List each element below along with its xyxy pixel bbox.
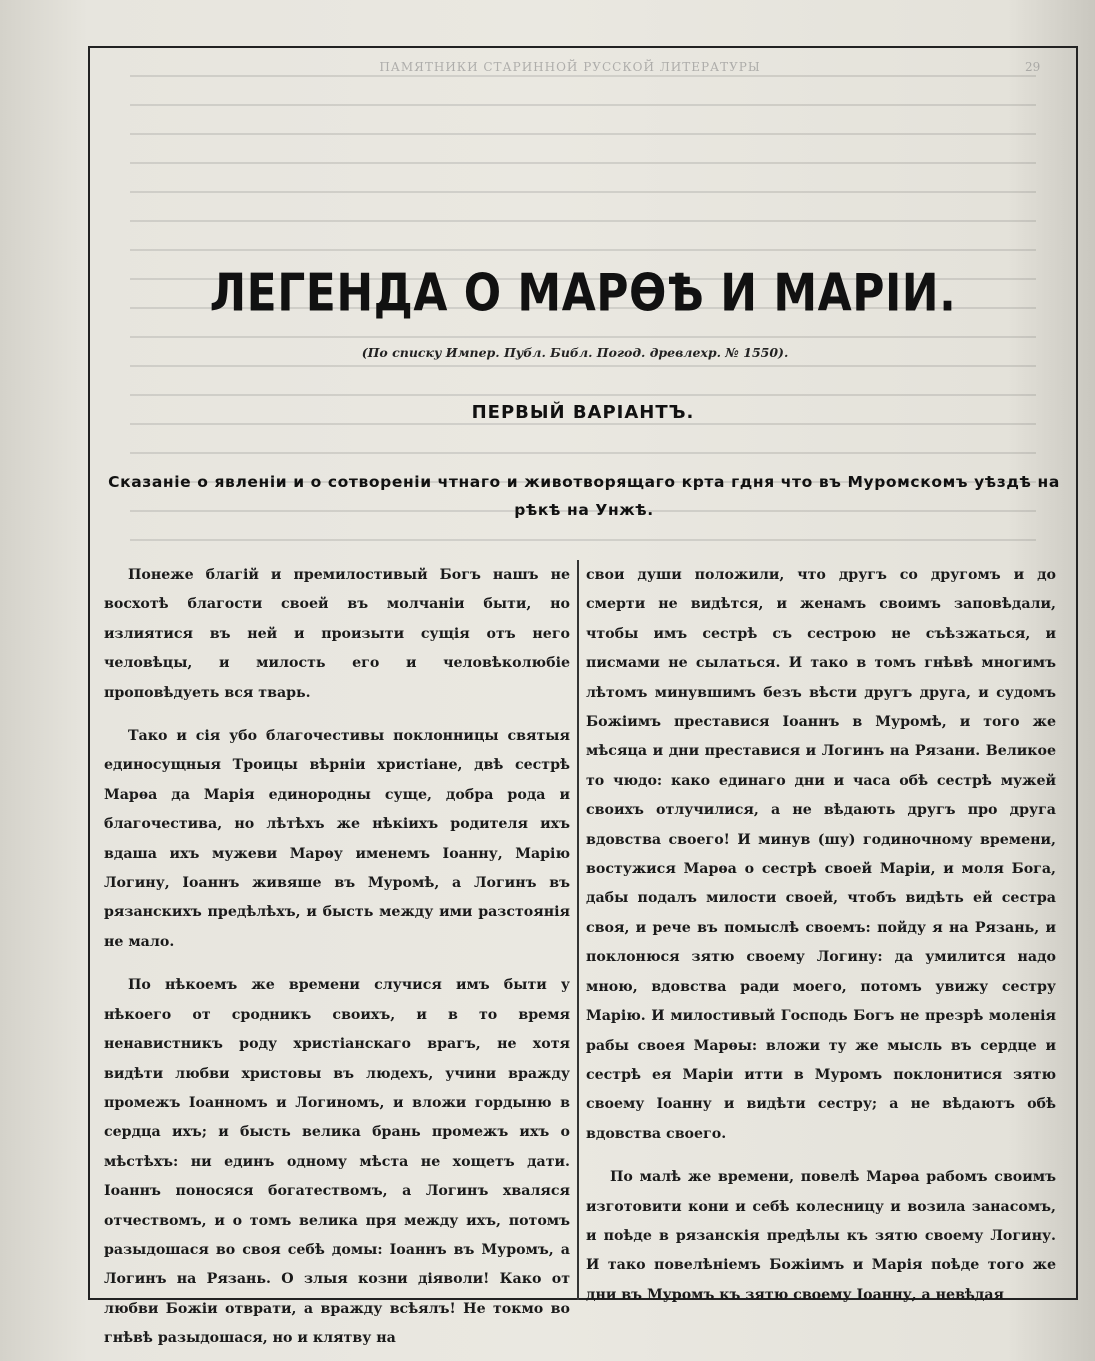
paragraph: По малѣ же времени, повелѣ Марѳа рабомъ своимъ изготовити кони и себѣ колесницу и возила занасомъ, и поѣде в рязанскія предѣлы къ зятю своему Логину. И тако повелѣніемъ Божіимъ и Марія поѣде того же дни въ Муромъ къ зятю своему Іоанну, а невѣдая <box>586 1169 1056 1303</box>
paragraph: Тако и сія убо благочестивы поклонницы святыя единосущныя Троицы вѣрніи христіане, двѣ сестрѣ Марѳа да Марія единородны суще, добра рода и благочестива, но лѣтѣхъ же нѣкіихъ родителя ихъ вдаша ихъ мужеви Марѳу именемъ Іоанну, Марію Логину, Іоаннъ живяше въ Муромѣ, а Логинъ въ рязанскихъ предѣлѣхъ, и бысть между ими разстоянія не мало. <box>104 728 570 950</box>
paragraph: По нѣкоемъ же времени случися имъ быти у нѣкоего от сродникъ своихъ, и в то время ненавистникъ роду христіанскаго врагъ, не хотя видѣти любви христовы въ людехъ, учини вражду промежъ Іоанномъ и Логиномъ, и вложи гордыню в сердца ихъ; и бысть велика брань промежъ ихъ о мѣстѣхъ: ни единъ одному мѣста не хощетъ дати. Іоаннъ поносяся богатествомъ, а Логинъ хваляся отчествомъ, и о томъ велика пря между ихъ, потомъ разыдошася во своя себѣ домы: Іоаннъ въ Муромъ, а Логинъ на Рязань. О злыя козни діяволи! Како от любви Божіи отврати, а вражду всѣялъ! Не токмо во гнѣвѣ разыдошася, но и клятву на <box>104 977 570 1347</box>
page-number: 29 <box>1025 60 1041 74</box>
column-divider <box>577 560 579 1300</box>
running-head: ПАМЯТНИКИ СТАРИННОЙ РУССКОЙ ЛИТЕРАТУРЫ <box>379 60 761 74</box>
page-title: ЛЕГЕНДА О МАРѲѢ И МАРІИ. <box>209 263 957 324</box>
paragraph: свои души положили, что другъ со другомъ и до смерти не видѣтся, и женамъ своимъ заповѣдали, чтобы имъ сестрѣ съ сестрою не съѣзжаться, и писмами не сылаться. И тако в томъ гнѣвѣ многимъ лѣтомъ минувшимъ безъ вѣсти другъ друга, и судомъ Божіимъ преставися Іоаннъ в Муромѣ, и того же мѣсяца и дни преставися и Логинъ на Рязани. Великое то чюдо: како единаго дни и часа обѣ сестрѣ мужей своихъ отлучилися, а не вѣдають другъ про друга вдовства своего! И минув (шу) годиночному времени, востужися Марѳа о сестрѣ своей Маріи, и моля Бога, дабы подалъ милости своей, чтобъ видѣть ей сестра своя, и рече въ помыслѣ своемъ: пойду я на Рязань, и поклонюся зятю своему Логину: да умилится надо мною, вдовства ради моего, потомъ увижу сестру Марію. И милостивый Господь Богъ не презрѣ моленія рабы своея Марѳы: вложи ту же мысль въ сердце и сестрѣ ея Маріи итти в Муромъ поклонитися зятю своему Іоанну и видѣти сестру; а не вѣдаютъ обѣ вдовства своего. <box>586 567 1056 1142</box>
right-column <box>586 561 1056 1310</box>
paragraph: Понеже благій и премилостивый Богъ нашъ не восхотѣ благости своей въ молчаніи быти, но излиятися въ ней и произыти сущія отъ него человѣцы, и милость его и человѣколюбіе проповѣдуеть вся тварь. <box>104 567 570 701</box>
section-heading: Сказаніе о явленіи и о сотвореніи чтнаго и животворящаго крта гдня что въ Муромскомъ уѣздѣ на рѣкѣ на Унжѣ. <box>108 473 1060 519</box>
source-note: (По списку Импер. Публ. Библ. Погод. древлехр. № 1550). <box>361 345 789 360</box>
variant-heading: ПЕРВЫЙ ВАРІАНТЪ. <box>471 402 695 423</box>
left-column <box>104 561 570 1354</box>
